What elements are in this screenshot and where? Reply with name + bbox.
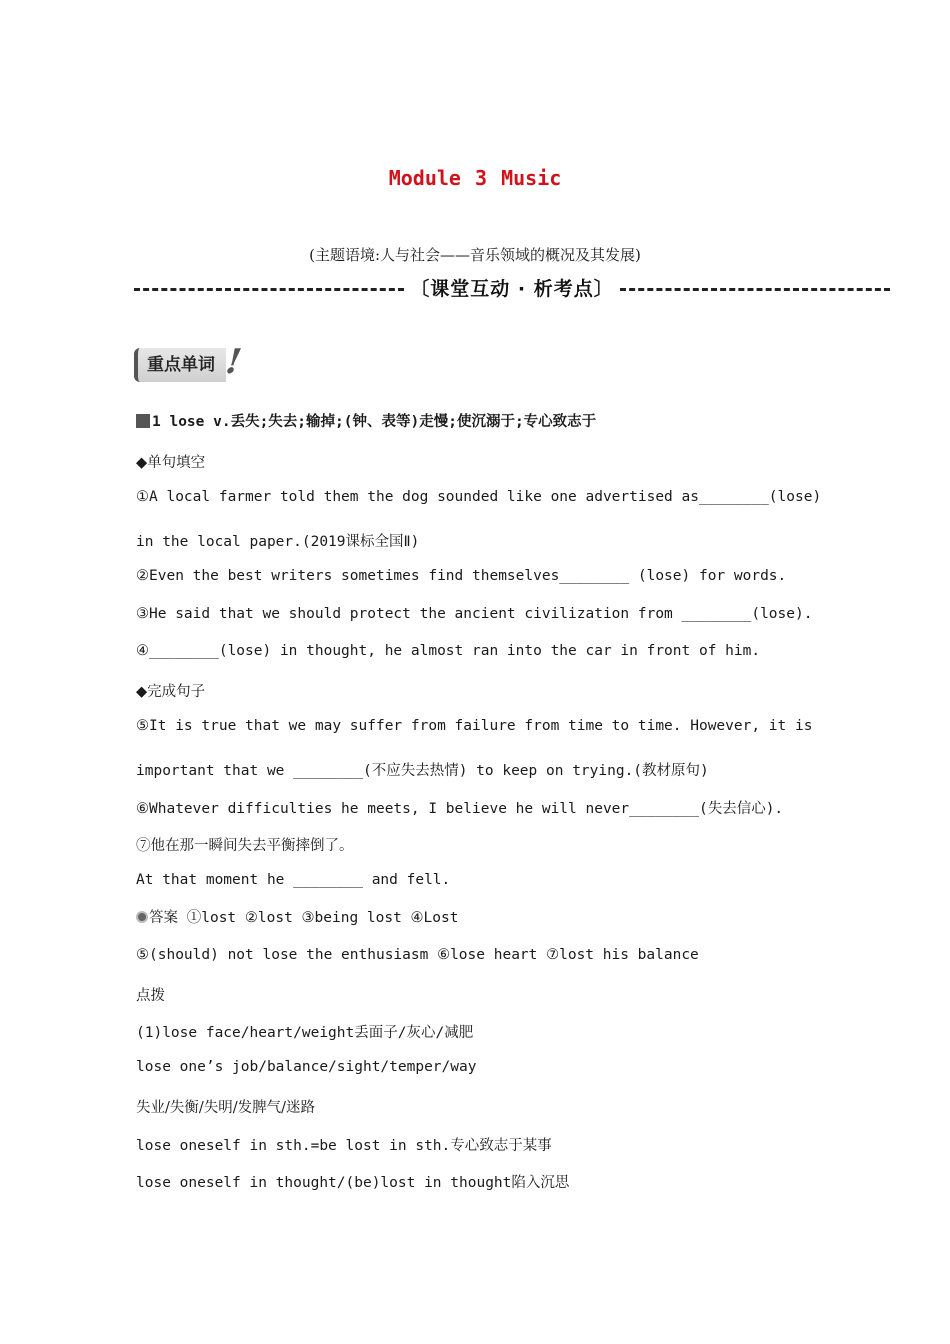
complete-heading: ◆完成句子 — [136, 684, 206, 700]
tip-heading: 点拨 — [136, 988, 165, 1004]
divider-label: 〔课堂互动 · 析考点〕 — [410, 278, 614, 300]
question-1-line-1: ①A local farmer told them the dog sounded like one advertised as________(lose) — [136, 489, 822, 505]
section-badge: 重点单词 — [134, 348, 226, 382]
question-4: ④________(lose) in thought, he almost ran into the car in front of him. — [136, 643, 761, 659]
question-3: ③He said that we should protect the ancient civilization from ________(lose). — [136, 606, 813, 622]
divider-dash-left — [134, 288, 404, 291]
theme-context: (主题语境:人与社会——音乐领域的概况及其发展) — [309, 246, 641, 264]
question-1-line-2: in the local paper.(2019课标全国Ⅱ) — [136, 534, 420, 550]
page-title: Module 3 Music — [388, 166, 562, 190]
question-2: ②Even the best writers sometimes find themselves________ (lose) for words. — [136, 568, 787, 584]
tip-line-5: lose oneself in thought/(be)lost in thought陷入沉思 — [136, 1175, 570, 1191]
question-6: ⑥Whatever difficulties he meets, I believe he will never________(失去信心). — [136, 801, 784, 817]
question-7-english: At that moment he ________ and fell. — [136, 872, 451, 888]
square-bullet-icon — [136, 414, 150, 428]
word-heading — [136, 410, 596, 431]
section-divider — [134, 274, 890, 301]
tip-line-2: lose one’s job/balance/sight/temper/way — [136, 1059, 477, 1075]
question-5-line-2: important that we ________(不应失去热情) to keep on trying.(教材原句) — [136, 763, 709, 779]
answer-line-1 — [136, 906, 458, 927]
question-5-line-1: ⑤It is true that we may suffer from failure from time to time. However, it is — [136, 718, 813, 734]
word-heading-text: 1 lose v.丢失;失去;输掉;(钟、表等)走慢;使沉溺于;专心致志于 — [152, 414, 597, 430]
divider-dash-right — [620, 288, 890, 291]
tip-line-3: 失业/失衡/失明/发脾气/迷路 — [136, 1100, 316, 1116]
answer-icon — [136, 911, 148, 923]
answer-line-1-text: 答案 ①lost ②lost ③being lost ④Lost — [149, 910, 459, 926]
exclamation-icon: ! — [223, 342, 244, 382]
question-7-chinese: ⑦他在那一瞬间失去平衡摔倒了。 — [136, 838, 354, 854]
fill-blank-heading: ◆单句填空 — [136, 455, 206, 471]
answer-line-2: ⑤(should) not lose the enthusiasm ⑥lose heart ⑦lost his balance — [136, 947, 699, 963]
tip-line-1: (1)lose face/heart/weight丢面子/灰心/减肥 — [136, 1025, 474, 1041]
tip-line-4: lose oneself in sth.=be lost in sth.专心致志于某事 — [136, 1138, 552, 1154]
